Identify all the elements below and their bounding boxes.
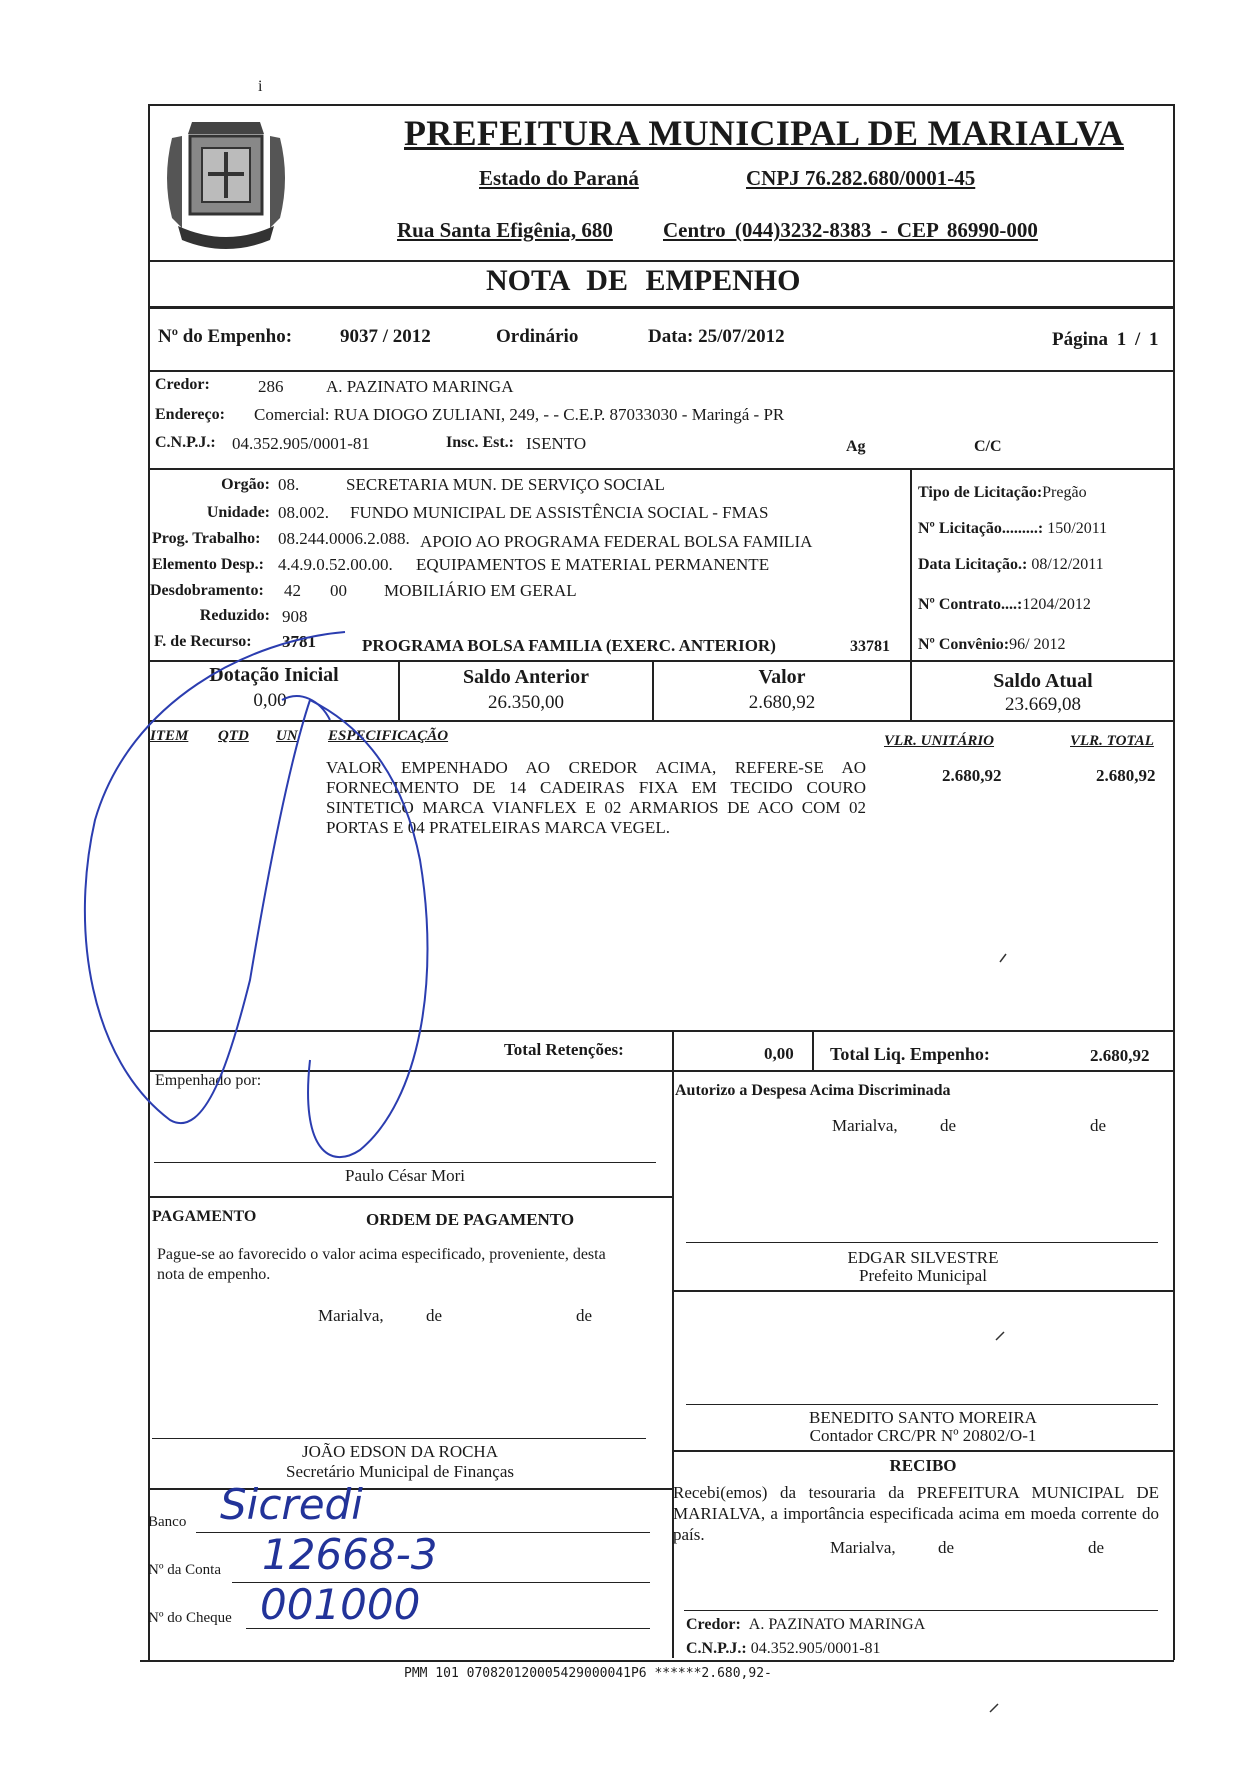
divider-credor — [148, 468, 1174, 470]
street-address: Rua Santa Efigênia, 680 — [397, 218, 613, 242]
recurso-label: F. de Recurso: — [154, 633, 252, 650]
elemento-label: Elemento Desp.: — [152, 556, 264, 573]
empenhado-label: Empenhado por: — [155, 1072, 262, 1089]
divider-empenhado — [148, 1196, 674, 1198]
recibo-text: Recebi(emos) da tesouraria da PREFEITURA MUNICIPAL DE MARIALVA, a importância especificada acima em moeda corrente do país. — [673, 1483, 1159, 1544]
credor-address: Comercial: RUA DIOGO ZULIANI, 249, - - C.E.P. 87033030 - Maringá - PR — [254, 405, 785, 424]
orgao-name: SECRETARIA MUN. DE SERVIÇO SOCIAL — [346, 475, 665, 494]
saldo-atual-label: Saldo Atual — [993, 670, 1093, 692]
autorizo-signature-line — [686, 1242, 1158, 1243]
licitacao-date — [918, 556, 1104, 574]
orgao-code: 08. — [278, 475, 300, 494]
recibo-de2: de — [1088, 1538, 1105, 1557]
retencoes-value: 0,00 — [764, 1044, 794, 1063]
recibo-cnpj-label: C.N.P.J.: — [686, 1640, 747, 1657]
divider-header — [148, 260, 1174, 262]
item-unit-value: 2.680,92 — [942, 766, 1002, 785]
empenho-label: Nº do Empenho: — [158, 326, 293, 347]
dotacao-label: Dotação Inicial — [209, 664, 339, 686]
saldo-anterior-label: Saldo Anterior — [462, 666, 590, 688]
credor-code: 286 — [258, 377, 284, 396]
autorizo-label: Autorizo a Despesa Acima Discriminada — [675, 1082, 951, 1099]
convenio-value: 96/ 2012 — [1009, 636, 1066, 653]
divider-contador — [674, 1450, 1174, 1452]
recibo-credor — [686, 1616, 925, 1634]
col-especificacao: ESPECIFICAÇÃO — [328, 728, 449, 744]
scan-mark: i — [258, 78, 263, 95]
ordem-pagamento-title: ORDEM DE PAGAMENTO — [366, 1210, 575, 1229]
conta-label: Nº da Conta — [148, 1562, 221, 1578]
elemento-name: EQUIPAMENTOS E MATERIAL PERMANENTE — [416, 555, 770, 574]
empenhado-signature-line — [154, 1162, 656, 1163]
pagamento-text-2: nota de empenho. — [157, 1266, 271, 1283]
pagamento-label: PAGAMENTO — [152, 1208, 257, 1225]
municipality-cnpj: CNPJ 76.282.680/0001-45 — [746, 166, 976, 190]
licitacao-number-label: Nº Licitação.........: — [918, 520, 1044, 537]
desdobramento-label: Desdobramento: — [150, 582, 264, 599]
credor-cnpj: 04.352.905/0001-81 — [232, 434, 370, 453]
recibo-cnpj-value: 04.352.905/0001-81 — [750, 1640, 881, 1657]
orgao-label: Orgão: — [221, 476, 270, 493]
contrato-value: 1204/2012 — [1022, 596, 1091, 613]
divider-autorizo — [674, 1290, 1174, 1292]
col-qtd: QTD — [218, 728, 249, 744]
insc-label: Insc. Est.: — [446, 434, 515, 451]
divider-title — [148, 306, 1174, 309]
autorizo-place: Marialva, — [832, 1116, 898, 1135]
credor-cnpj-label: C.N.P.J.: — [155, 434, 216, 451]
recibo-credor-name: A. PAZINATO MARINGA — [748, 1616, 926, 1633]
recibo-signature-line — [684, 1610, 1158, 1611]
insc-value: ISENTO — [526, 434, 587, 453]
frame-left — [148, 104, 150, 1660]
pagamento-name: JOÃO EDSON DA ROCHA — [302, 1442, 498, 1461]
convenio — [918, 636, 1066, 654]
divider-budget — [148, 660, 1174, 662]
saldo-atual-value: 23.669,08 — [1005, 694, 1081, 715]
credor-name: A. PAZINATO MARINGA — [326, 377, 514, 396]
valor-label: Valor — [758, 666, 806, 688]
desdobramento-name: MOBILIÁRIO EM GERAL — [384, 581, 577, 600]
cheque-handwritten: 001000 — [260, 1580, 421, 1629]
recurso-code: 3781 — [282, 632, 316, 651]
licitacao-tipo-label: Tipo de Licitação: — [918, 484, 1043, 501]
reduzido-label: Reduzido: — [199, 607, 270, 624]
item-description: VALOR EMPENHADO AO CREDOR ACIMA, REFERE-SE AO FORNECIMENTO DE 14 CADEIRAS FIXA EM TECIDO COURO SINTETICO MARCA VIANFLEX E 02 ARMARIOS DE ACO COM 02 PORTAS E 04 PRATELEIRAS MARCA VEGEL. — [326, 758, 866, 837]
empenho-type: Ordinário — [496, 326, 579, 347]
licitacao-date-value: 08/12/2011 — [1031, 556, 1104, 573]
licitacao-tipo — [918, 484, 1087, 502]
recurso-number: 33781 — [850, 638, 890, 655]
frame-bottom — [140, 1660, 1174, 1662]
recibo-place: Marialva, — [830, 1538, 896, 1557]
col-item: ITEM — [150, 728, 189, 744]
autorizo-de2: de — [1090, 1116, 1107, 1135]
empenho-date: Data: 25/07/2012 — [648, 326, 785, 347]
recibo-title: RECIBO — [889, 1456, 957, 1475]
state-label: Estado do Paraná — [479, 166, 639, 190]
licitacao-tipo-value: Pregão — [1042, 484, 1087, 501]
pagamento-de2: de — [576, 1306, 593, 1325]
frame-top — [148, 104, 1174, 106]
elemento-code: 4.4.9.0.52.00.00. — [278, 555, 393, 574]
divider-items — [148, 1030, 1174, 1032]
pagamento-role: Secretário Municipal de Finanças — [285, 1462, 514, 1481]
autorizo-name: EDGAR SILVESTRE — [847, 1248, 999, 1267]
saldo-anterior-value: 26.350,00 — [488, 692, 564, 713]
pagamento-signature-line — [152, 1438, 646, 1439]
empenho-number: 9037 / 2012 — [340, 326, 431, 347]
ag-label: Ag — [846, 438, 866, 455]
licitacao-number — [918, 520, 1107, 538]
unidade-label: Unidade: — [206, 504, 270, 521]
licitacao-number-value: 150/2011 — [1047, 520, 1108, 537]
pagamento-place: Marialva, — [318, 1306, 384, 1325]
desdobramento-code1: 42 — [284, 581, 301, 600]
unidade-code: 08.002. — [278, 503, 329, 522]
document-title: NOTA DE EMPENHO — [486, 264, 801, 297]
col-vlr-unitario: VLR. UNITÁRIO — [884, 733, 995, 749]
footer-code: PMM 101 070820120005429000041P6 ******2.680,92- — [404, 1666, 772, 1681]
dotacao-value: 0,00 — [253, 690, 287, 711]
credor-label: Credor: — [155, 376, 210, 393]
divider-totals — [812, 1030, 814, 1070]
unidade-name: FUNDO MUNICIPAL DE ASSISTÊNCIA SOCIAL - FMAS — [350, 503, 769, 522]
prog-label: Prog. Trabalho: — [152, 530, 261, 547]
prog-code: 08.244.0006.2.088. — [278, 529, 410, 548]
convenio-label: Nº Convênio: — [918, 636, 1010, 653]
coat-of-arms-icon — [152, 108, 300, 256]
autorizo-role: Prefeito Municipal — [859, 1266, 987, 1285]
prog-name: APOIO AO PROGRAMA FEDERAL BOLSA FAMILIA — [420, 532, 813, 551]
retencoes-label: Total Retenções: — [504, 1040, 624, 1059]
address-contact: Centro (044)3232-8383 - CEP 86990-000 — [663, 218, 1038, 242]
divider-totals-bottom — [148, 1070, 1174, 1072]
reduzido-value: 908 — [282, 607, 308, 626]
recibo-cnpj — [686, 1640, 881, 1658]
frame-right — [1173, 104, 1175, 1660]
recibo-credor-label: Credor: — [686, 1616, 741, 1633]
contador-signature-line — [686, 1404, 1158, 1405]
autorizo-de1: de — [940, 1116, 957, 1135]
desdobramento-code2: 00 — [330, 581, 347, 600]
valor-value: 2.680,92 — [748, 692, 816, 713]
conta-handwritten: 12668-3 — [262, 1530, 438, 1579]
col-vlr-total: VLR. TOTAL — [1070, 733, 1154, 749]
banco-label: Banco — [148, 1514, 187, 1530]
page-number: Página 1 / 1 — [1052, 329, 1159, 350]
divider-empenho — [148, 370, 1174, 372]
contrato-label: Nº Contrato....: — [918, 596, 1023, 613]
contador-name: BENEDITO SANTO MOREIRA — [809, 1408, 1037, 1427]
licitacao-date-label: Data Licitação.: — [918, 556, 1028, 573]
empenhado-name: Paulo César Mori — [345, 1166, 465, 1185]
pagamento-text-1: Pague-se ao favorecido o valor acima especificado, proveniente, desta — [157, 1246, 606, 1263]
cheque-label: Nº do Cheque — [148, 1610, 232, 1626]
contrato — [918, 596, 1091, 614]
divider-middle — [672, 1030, 674, 1658]
recibo-de1: de — [938, 1538, 955, 1557]
liquido-value: 2.680,92 — [1090, 1046, 1150, 1065]
pagamento-de1: de — [426, 1306, 443, 1325]
col-un: UN — [276, 728, 298, 744]
municipality-title: PREFEITURA MUNICIPAL DE MARIALVA — [404, 113, 1125, 153]
cc-label: C/C — [974, 438, 1002, 455]
banco-handwritten: Sicredi — [220, 1480, 363, 1529]
divider-licitacao — [910, 468, 912, 660]
divider-saldos — [148, 720, 1174, 722]
recurso-name: PROGRAMA BOLSA FAMILIA (EXERC. ANTERIOR) — [362, 636, 776, 655]
liquido-label: Total Liq. Empenho: — [830, 1044, 990, 1064]
item-total-value: 2.680,92 — [1096, 766, 1156, 785]
contador-role: Contador CRC/PR Nº 20802/O-1 — [809, 1426, 1037, 1445]
credor-address-label: Endereço: — [155, 406, 225, 423]
